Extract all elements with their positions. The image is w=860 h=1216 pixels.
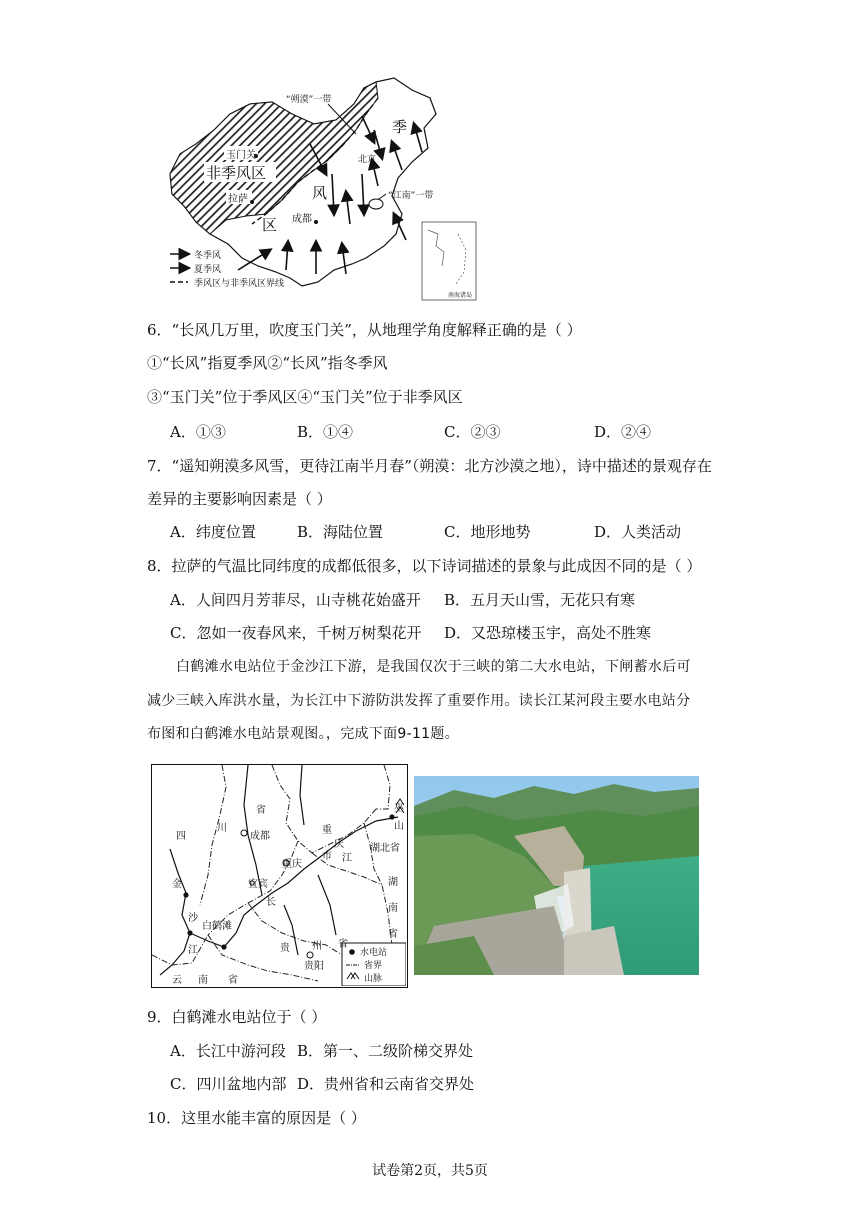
label-south-sea: 南海诸岛 [448,292,473,299]
label-sheng1: 省 [256,805,266,816]
q8-option-b[interactable]: B．五月天山雪，无花只有寒 [444,591,636,609]
label-ji: 季 [392,118,408,136]
baihetan-dam-photo [414,776,699,975]
q6-option-d[interactable]: D．②④ [594,423,652,441]
q6-option-a[interactable]: A．①③ [170,423,226,441]
q8-option-a[interactable]: A．人间四月芳菲尽，山寺桃花始盛开 [170,591,421,609]
label-qing: 庆 [334,839,344,850]
label-chong: 重 [322,825,332,836]
label-nan2: 南 [198,975,208,986]
q6-option-b[interactable]: B．①④ [297,423,354,441]
legend-border: 省界 [364,961,383,971]
label-chuan: 川 [217,823,227,834]
label-non-monsoon: 非季风区 [206,164,267,182]
dam-photo-svg [414,776,699,975]
label-jiangnan: “江南”一带 [388,191,434,201]
q8-stem: 8．拉萨的气温比同纬度的成都低很多，以下诗词描述的景象与此成因不同的是（ ） [147,557,702,575]
q6-line1: ①“长风”指夏季风②“长风”指冬季风 [147,354,388,372]
q8-option-d[interactable]: D．又恐琼楼玉宇，高处不胜寒 [444,624,652,642]
label-sheng4: 省 [228,975,238,986]
label-gui: 贵 [280,943,290,954]
label-chang: 长 [266,897,276,908]
south-sea-inset [422,222,476,300]
q9-option-c[interactable]: C．四川盆地内部 [170,1075,287,1093]
label-hubei: 湖北省 [370,843,400,854]
q7-option-d[interactable]: D．人类活动 [594,523,682,541]
label-guiyang: 贵阳 [304,961,324,972]
label-chengdu: 成都 [292,214,312,225]
label-yibin: 宜宾 [248,879,268,890]
label-chongqing: 重庆 [282,859,302,870]
q9-stem: 9．白鹤滩水电站位于（ ） [147,1008,327,1026]
q9-option-d[interactable]: D．贵州省和云南省交界处 [297,1075,475,1093]
q6-option-c[interactable]: C．②③ [444,423,501,441]
legend-boundary: 季风区与非季风区界线 [194,279,285,289]
label-lhasa: 拉萨 [228,194,248,205]
legend-mountain: 山脉 [364,974,383,984]
passage-line-2: 减少三峡入库洪水量，为长江中下游防洪发挥了重要作用。读长江某河段主要水电站分 [147,693,691,709]
jinsha-river [160,849,190,975]
hydropower-map [151,764,408,988]
label-jiang-js: 江 [188,945,198,956]
label-yun: 云 [172,975,182,986]
legend-winter: 冬季风 [194,251,222,261]
label-jin: 金 [172,879,182,890]
q7-option-c[interactable]: C．地形地势 [444,523,531,541]
legend-station: 水电站 [360,948,388,958]
label-qu: 区 [262,216,278,234]
monsoon-map [166,74,478,302]
q6-line2: ③“玉门关”位于季风区④“玉门关”位于非季风区 [147,388,463,406]
label-wu: 巫 [394,803,404,814]
label-yumenguan: 玉门关 [226,150,256,161]
passage-line-1: 白鹤滩水电站位于金沙江下游，是我国仅次于三峡的第二大水电站，下闸蓄水后可 [176,659,691,675]
label-chengdu2: 成都 [250,831,270,842]
label-feng: 风 [312,184,328,202]
label-shan: 山 [394,821,404,832]
label-baihetan: 白鹤滩 [202,921,232,932]
q7-option-a[interactable]: A．纬度位置 [170,523,256,541]
label-beijing: 北京 [358,155,377,165]
label-sheng3: 省 [338,939,348,950]
q6-stem: 6．“长风几万里，吹度玉门关”，从地理学角度解释正确的是（ ） [147,321,582,339]
label-zhou: 州 [312,941,322,952]
q10-stem: 10．这里水能丰富的原因是（ ） [147,1109,366,1127]
passage-line-3: 布图和白鹤滩水电站景观图。，完成下面9-11题。 [147,726,459,742]
label-sheng2: 省 [388,929,398,940]
legend-summer: 夏季风 [194,265,222,275]
label-sha: 沙 [188,913,198,924]
q7-option-b[interactable]: B．海陆位置 [297,523,384,541]
q9-option-a[interactable]: A．长江中游河段 [170,1042,286,1060]
label-si: 四 [176,831,186,842]
label-nan: 南 [388,903,398,914]
q8-option-c[interactable]: C．忽如一夜春风来，千树万树梨花开 [170,624,422,642]
page-footer: 试卷第2页，共5页 [372,1163,488,1179]
label-jiang-yz: 江 [342,853,352,864]
label-hu: 湖 [388,877,398,888]
q7-stem-2: 差异的主要影响因素是（ ） [147,490,332,508]
label-shi: 市 [322,851,332,862]
q7-stem-1: 7．“遥知朔漠多风雪，更待江南半月春”（朔漠：北方沙漠之地），诗中描述的景观存在 [147,457,712,475]
label-shuomo: “朔漠”一带 [286,95,332,105]
q9-option-b[interactable]: B．第一、二级阶梯交界处 [297,1042,474,1060]
